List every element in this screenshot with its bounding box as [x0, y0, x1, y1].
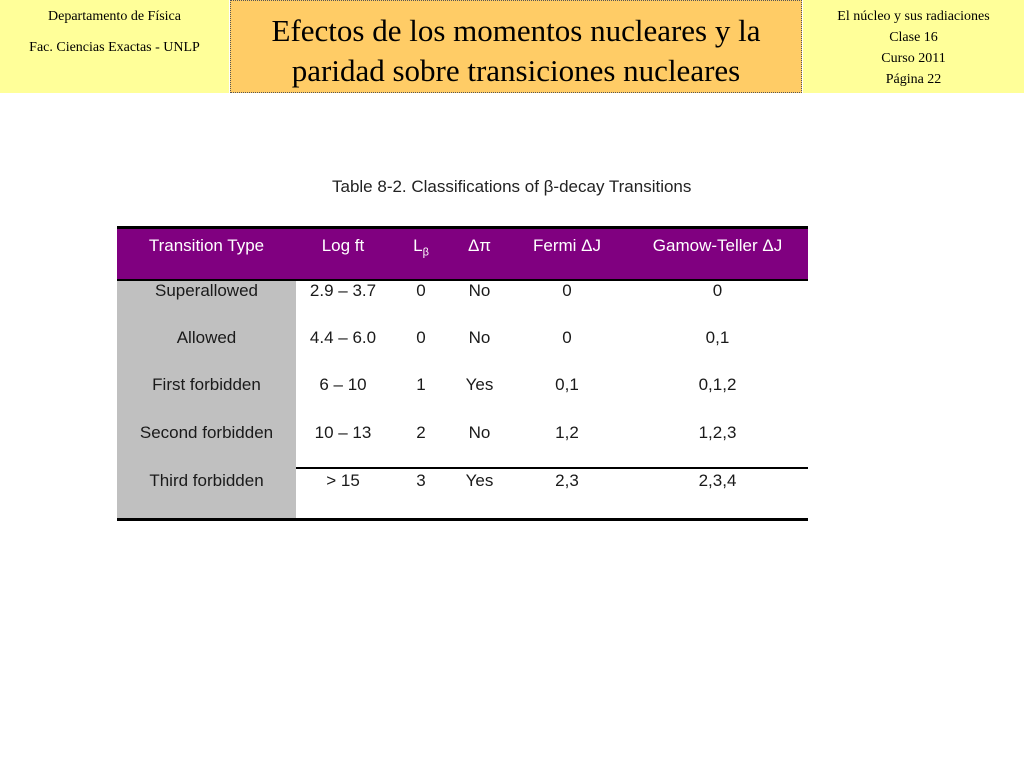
- cell-delta-pi: No: [468, 281, 491, 300]
- table-header-row: [117, 229, 808, 279]
- header-fermi-dj: Fermi ΔJ: [532, 236, 602, 255]
- table-bottom-rule: [117, 518, 808, 521]
- cell-l-beta: 0: [416, 281, 426, 300]
- cell-log-ft: 6 – 10: [319, 375, 367, 394]
- cell-delta-pi: No: [468, 328, 491, 347]
- table-caption: Table 8-2. Classifications of β-decay Transitions: [332, 177, 692, 196]
- cell-fermi-dj: 1,2: [555, 423, 579, 442]
- header-right-panel: [803, 0, 1024, 93]
- cell-delta-pi: Yes: [465, 375, 494, 394]
- header-l-letter: L: [413, 236, 423, 255]
- cell-delta-pi: No: [468, 423, 491, 442]
- header-l-beta: [390, 236, 452, 258]
- header-delta-pi: Δπ: [467, 236, 492, 255]
- cell-log-ft: 4.4 – 6.0: [309, 328, 377, 347]
- table-mid-rule: [296, 467, 808, 469]
- cell-gamow-teller-dj: 2,3,4: [698, 471, 737, 490]
- header-left-panel: [0, 0, 229, 93]
- cell-gamow-teller-dj: 0,1,2: [698, 375, 737, 394]
- cell-gamow-teller-dj: 1,2,3: [698, 423, 737, 442]
- cell-log-ft: > 15: [326, 471, 360, 490]
- cell-transition-type: Second forbidden: [139, 423, 274, 442]
- cell-fermi-dj: 2,3: [555, 471, 579, 490]
- cell-log-ft: 2.9 – 3.7: [309, 281, 377, 300]
- cell-fermi-dj: 0: [562, 281, 572, 300]
- faculty-label: Fac. Ciencias Exactas - UNLP: [29, 40, 200, 55]
- slide-title: Efectos de los momentos nucleares y la paridad sobre transiciones nucleares: [230, 0, 802, 93]
- cell-gamow-teller-dj: 0,1: [705, 328, 730, 347]
- cell-transition-type: Third forbidden: [149, 471, 264, 490]
- header-transition-type: Transition Type: [148, 236, 265, 255]
- cell-gamow-teller-dj: 0: [712, 281, 723, 300]
- cell-transition-type: First forbidden: [152, 375, 261, 394]
- cell-l-beta: 1: [416, 375, 426, 394]
- page-number-label: Página 22: [885, 72, 942, 87]
- cell-l-beta: 0: [416, 328, 426, 347]
- header-l-subscript: β: [422, 246, 429, 259]
- cell-fermi-dj: 0,1: [555, 375, 579, 394]
- class-number-label: Clase 16: [889, 30, 938, 45]
- cell-l-beta: 2: [416, 423, 426, 442]
- cell-fermi-dj: 0: [562, 328, 572, 347]
- header-gamow-teller-dj: Gamow-Teller ΔJ: [652, 236, 783, 255]
- cell-transition-type: Allowed: [176, 328, 237, 347]
- course-name-label: El núcleo y sus radiaciones: [837, 9, 990, 24]
- cell-delta-pi: Yes: [465, 471, 494, 490]
- cell-log-ft: 10 – 13: [314, 423, 372, 442]
- header-log-ft: Log ft: [321, 236, 365, 255]
- cell-l-beta: 3: [416, 471, 426, 490]
- beta-decay-table: [117, 226, 808, 520]
- department-label: Departamento de Física: [48, 9, 181, 24]
- course-year-label: Curso 2011: [881, 51, 946, 66]
- cell-transition-type: Superallowed: [154, 281, 258, 300]
